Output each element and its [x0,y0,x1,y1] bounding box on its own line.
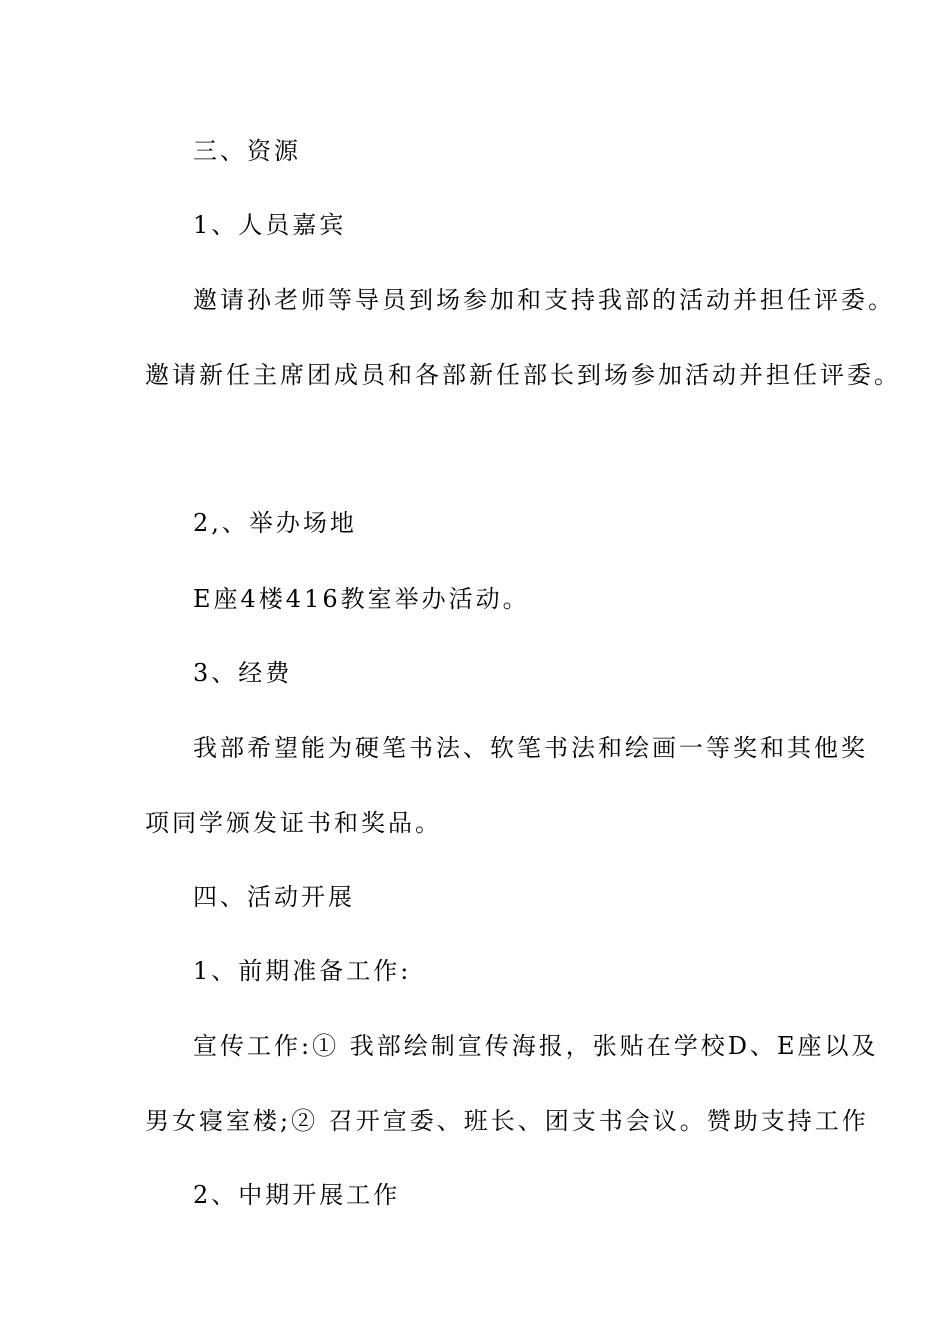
paragraph-line: E座4楼416教室举办活动。 [193,585,530,613]
section-heading-resources: 三、资源 [193,137,301,165]
subheading-midterm: 2、中期开展工作 [193,1181,401,1209]
paragraph-line: 邀请新任主席团成员和各部新任部长到场参加活动并担任评委。 [145,361,901,389]
paragraph-line: 男女寝室楼;② 召开宣委、班长、团支书会议。赞助支持工作 [145,1107,869,1135]
paragraph-line: 宣传工作:① 我部绘制宣传海报，张贴在学校D、E座以及 [193,1032,879,1060]
subheading-preparation: 1、前期准备工作: [193,957,412,985]
section-heading-activities: 四、活动开展 [193,883,355,911]
paragraph-line: 我部希望能为硬笔书法、软笔书法和绘画一等奖和其他奖 [193,734,868,762]
subheading-funding: 3、经费 [193,659,293,687]
paragraph-line: 邀请孙老师等导员到场参加和支持我部的活动并担任评委。 [193,286,895,314]
paragraph-line: 项同学颁发证书和奖品。 [145,809,442,837]
subheading-guests: 1、人员嘉宾 [193,211,347,239]
subheading-venue: 2,、举办场地 [193,509,357,537]
